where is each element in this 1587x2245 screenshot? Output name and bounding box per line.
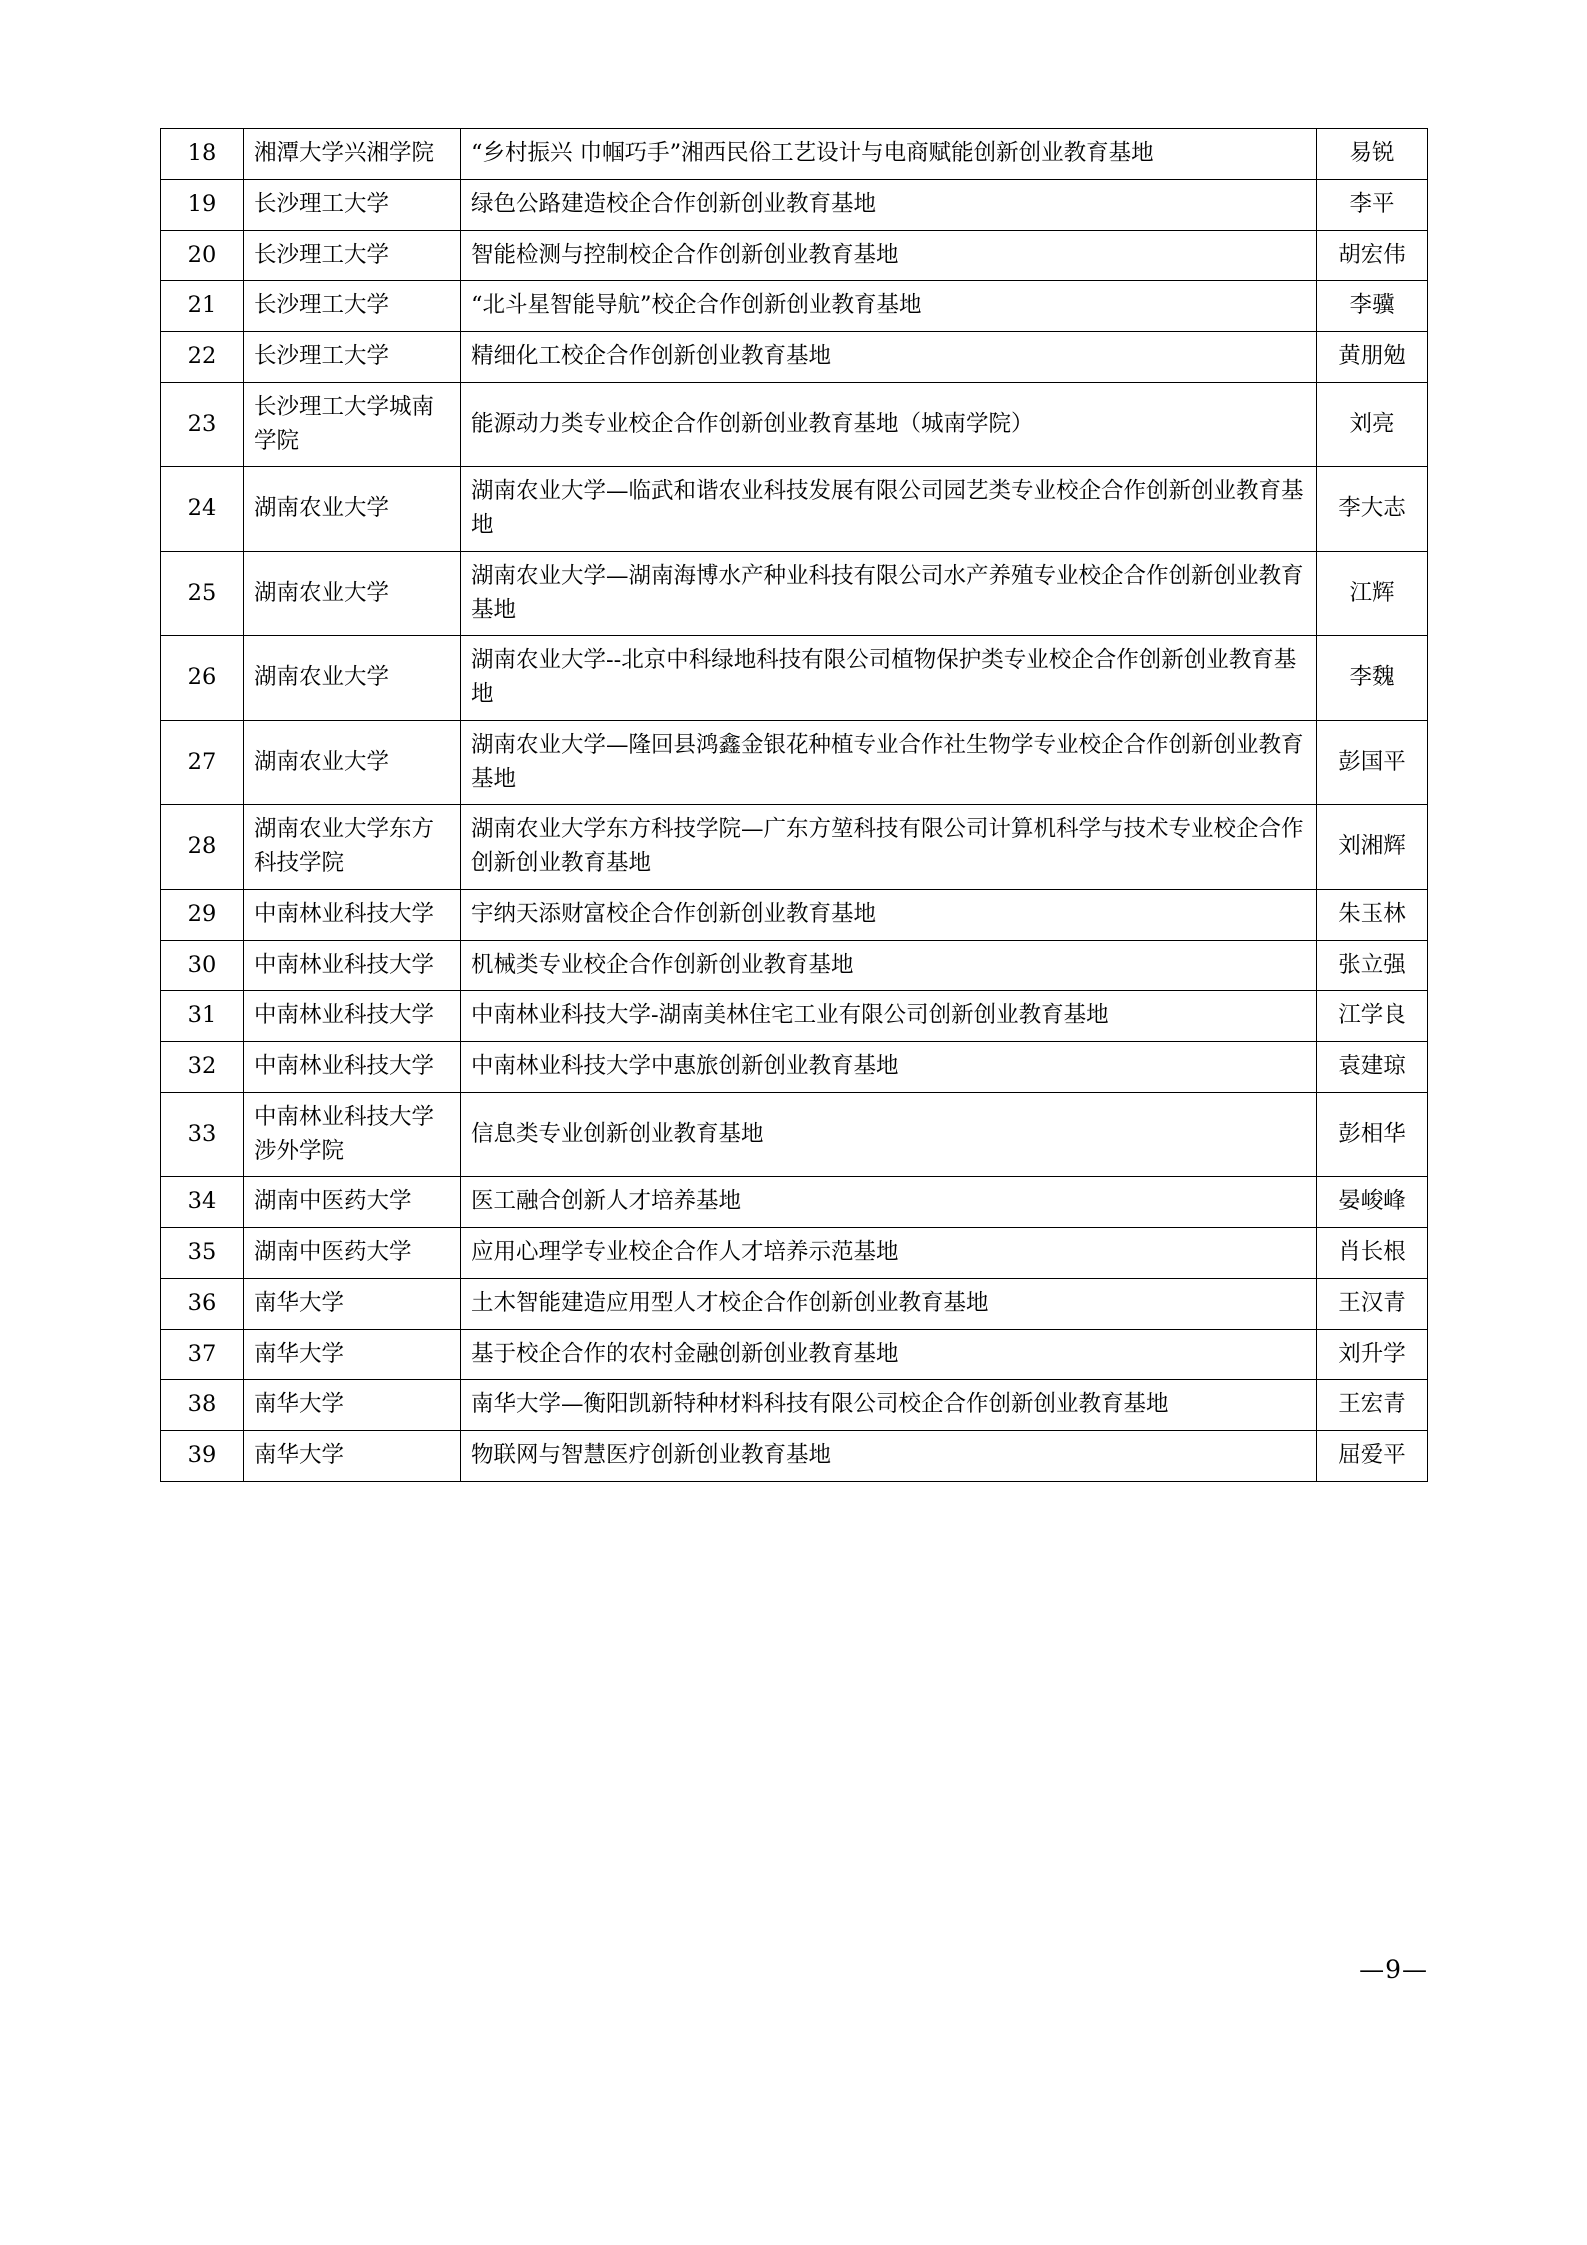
project-list-table (160, 128, 1428, 1482)
cell-base-title: 湖南农业大学东方科技学院—广东方堃科技有限公司计算机科学与技术专业校企合作创新创业教育基地 (461, 805, 1317, 890)
table-row (161, 382, 1428, 467)
project-list-table-wrapper (160, 128, 1428, 1482)
cell-index: 26 (161, 636, 244, 721)
cell-base-title: 机械类专业校企合作创新创业教育基地 (461, 940, 1317, 991)
cell-index: 37 (161, 1329, 244, 1380)
table-row (161, 636, 1428, 721)
cell-school: 长沙理工大学 (244, 281, 461, 332)
cell-base-title: 应用心理学专业校企合作人才培养示范基地 (461, 1228, 1317, 1279)
cell-base-title: 医工融合创新人才培养基地 (461, 1177, 1317, 1228)
cell-school: 中南林业科技大学 (244, 889, 461, 940)
cell-school: 南华大学 (244, 1278, 461, 1329)
cell-school: 长沙理工大学城南学院 (244, 382, 461, 467)
cell-person: 江学良 (1317, 991, 1428, 1042)
cell-index: 31 (161, 991, 244, 1042)
cell-person: 江辉 (1317, 551, 1428, 636)
table-row (161, 467, 1428, 552)
cell-school: 南华大学 (244, 1329, 461, 1380)
cell-base-title: 物联网与智慧医疗创新创业教育基地 (461, 1431, 1317, 1482)
cell-person: 张立强 (1317, 940, 1428, 991)
cell-index: 28 (161, 805, 244, 890)
cell-base-title: 土木智能建造应用型人才校企合作创新创业教育基地 (461, 1278, 1317, 1329)
cell-person: 刘湘辉 (1317, 805, 1428, 890)
cell-base-title: 中南林业科技大学-湖南美林住宅工业有限公司创新创业教育基地 (461, 991, 1317, 1042)
cell-index: 21 (161, 281, 244, 332)
cell-person: 黄朋勉 (1317, 332, 1428, 383)
cell-index: 29 (161, 889, 244, 940)
cell-school: 中南林业科技大学 (244, 1042, 461, 1093)
cell-base-title: 能源动力类专业校企合作创新创业教育基地（城南学院） (461, 382, 1317, 467)
cell-index: 24 (161, 467, 244, 552)
cell-school: 南华大学 (244, 1380, 461, 1431)
cell-index: 39 (161, 1431, 244, 1482)
cell-index: 19 (161, 179, 244, 230)
cell-index: 34 (161, 1177, 244, 1228)
cell-school: 湘潭大学兴湘学院 (244, 129, 461, 180)
cell-index: 18 (161, 129, 244, 180)
cell-person: 李大志 (1317, 467, 1428, 552)
table-row (161, 1228, 1428, 1279)
cell-school: 湖南农业大学东方科技学院 (244, 805, 461, 890)
cell-person: 晏峻峰 (1317, 1177, 1428, 1228)
table-row (161, 1278, 1428, 1329)
table-row (161, 281, 1428, 332)
table-row (161, 230, 1428, 281)
cell-person: 王宏青 (1317, 1380, 1428, 1431)
cell-index: 30 (161, 940, 244, 991)
cell-school: 湖南农业大学 (244, 467, 461, 552)
cell-base-title: 湖南农业大学—湖南海博水产种业科技有限公司水产养殖专业校企合作创新创业教育基地 (461, 551, 1317, 636)
cell-base-title: 信息类专业创新创业教育基地 (461, 1092, 1317, 1177)
cell-index: 33 (161, 1092, 244, 1177)
cell-person: 王汉青 (1317, 1278, 1428, 1329)
cell-base-title: 南华大学—衡阳凯新特种材料科技有限公司校企合作创新创业教育基地 (461, 1380, 1317, 1431)
cell-school: 长沙理工大学 (244, 179, 461, 230)
table-row (161, 551, 1428, 636)
cell-school: 中南林业科技大学 (244, 940, 461, 991)
cell-base-title: 绿色公路建造校企合作创新创业教育基地 (461, 179, 1317, 230)
table-row (161, 889, 1428, 940)
cell-person: 肖长根 (1317, 1228, 1428, 1279)
cell-index: 38 (161, 1380, 244, 1431)
cell-person: 朱玉林 (1317, 889, 1428, 940)
cell-person: 彭国平 (1317, 720, 1428, 805)
cell-school: 湖南中医药大学 (244, 1228, 461, 1279)
table-row (161, 1431, 1428, 1482)
cell-base-title: 基于校企合作的农村金融创新创业教育基地 (461, 1329, 1317, 1380)
table-row (161, 1092, 1428, 1177)
table-row (161, 805, 1428, 890)
table-row (161, 1042, 1428, 1093)
cell-person: 易锐 (1317, 129, 1428, 180)
cell-person: 刘升学 (1317, 1329, 1428, 1380)
cell-index: 20 (161, 230, 244, 281)
table-row (161, 720, 1428, 805)
cell-school: 长沙理工大学 (244, 332, 461, 383)
table-row (161, 940, 1428, 991)
cell-base-title: 湖南农业大学—隆回县鸿鑫金银花种植专业合作社生物学专业校企合作创新创业教育基地 (461, 720, 1317, 805)
cell-index: 36 (161, 1278, 244, 1329)
cell-base-title: 智能检测与控制校企合作创新创业教育基地 (461, 230, 1317, 281)
cell-base-title: 中南林业科技大学中惠旅创新创业教育基地 (461, 1042, 1317, 1093)
cell-index: 32 (161, 1042, 244, 1093)
page-number: —9— (1359, 1955, 1428, 1984)
cell-school: 湖南农业大学 (244, 720, 461, 805)
cell-index: 35 (161, 1228, 244, 1279)
cell-index: 25 (161, 551, 244, 636)
cell-base-title: “北斗星智能导航”校企合作创新创业教育基地 (461, 281, 1317, 332)
cell-base-title: 湖南农业大学—临武和谐农业科技发展有限公司园艺类专业校企合作创新创业教育基地 (461, 467, 1317, 552)
cell-school: 湖南农业大学 (244, 551, 461, 636)
table-row (161, 991, 1428, 1042)
cell-base-title: 宇纳天添财富校企合作创新创业教育基地 (461, 889, 1317, 940)
cell-school: 湖南农业大学 (244, 636, 461, 721)
cell-base-title: 湖南农业大学--北京中科绿地科技有限公司植物保护类专业校企合作创新创业教育基地 (461, 636, 1317, 721)
cell-school: 湖南中医药大学 (244, 1177, 461, 1228)
cell-index: 23 (161, 382, 244, 467)
table-row (161, 1177, 1428, 1228)
table-row (161, 332, 1428, 383)
cell-person: 胡宏伟 (1317, 230, 1428, 281)
cell-person: 刘亮 (1317, 382, 1428, 467)
table-row (161, 1329, 1428, 1380)
cell-base-title: 精细化工校企合作创新创业教育基地 (461, 332, 1317, 383)
cell-school: 中南林业科技大学涉外学院 (244, 1092, 461, 1177)
cell-school: 长沙理工大学 (244, 230, 461, 281)
cell-base-title: “乡村振兴 巾帼巧手”湘西民俗工艺设计与电商赋能创新创业教育基地 (461, 129, 1317, 180)
cell-person: 李平 (1317, 179, 1428, 230)
table-row (161, 129, 1428, 180)
cell-person: 李魏 (1317, 636, 1428, 721)
cell-person: 李骥 (1317, 281, 1428, 332)
table-row (161, 179, 1428, 230)
cell-person: 彭相华 (1317, 1092, 1428, 1177)
cell-school: 中南林业科技大学 (244, 991, 461, 1042)
cell-person: 屈爱平 (1317, 1431, 1428, 1482)
cell-index: 27 (161, 720, 244, 805)
cell-person: 袁建琼 (1317, 1042, 1428, 1093)
cell-school: 南华大学 (244, 1431, 461, 1482)
table-row (161, 1380, 1428, 1431)
table-body (161, 129, 1428, 1482)
cell-index: 22 (161, 332, 244, 383)
